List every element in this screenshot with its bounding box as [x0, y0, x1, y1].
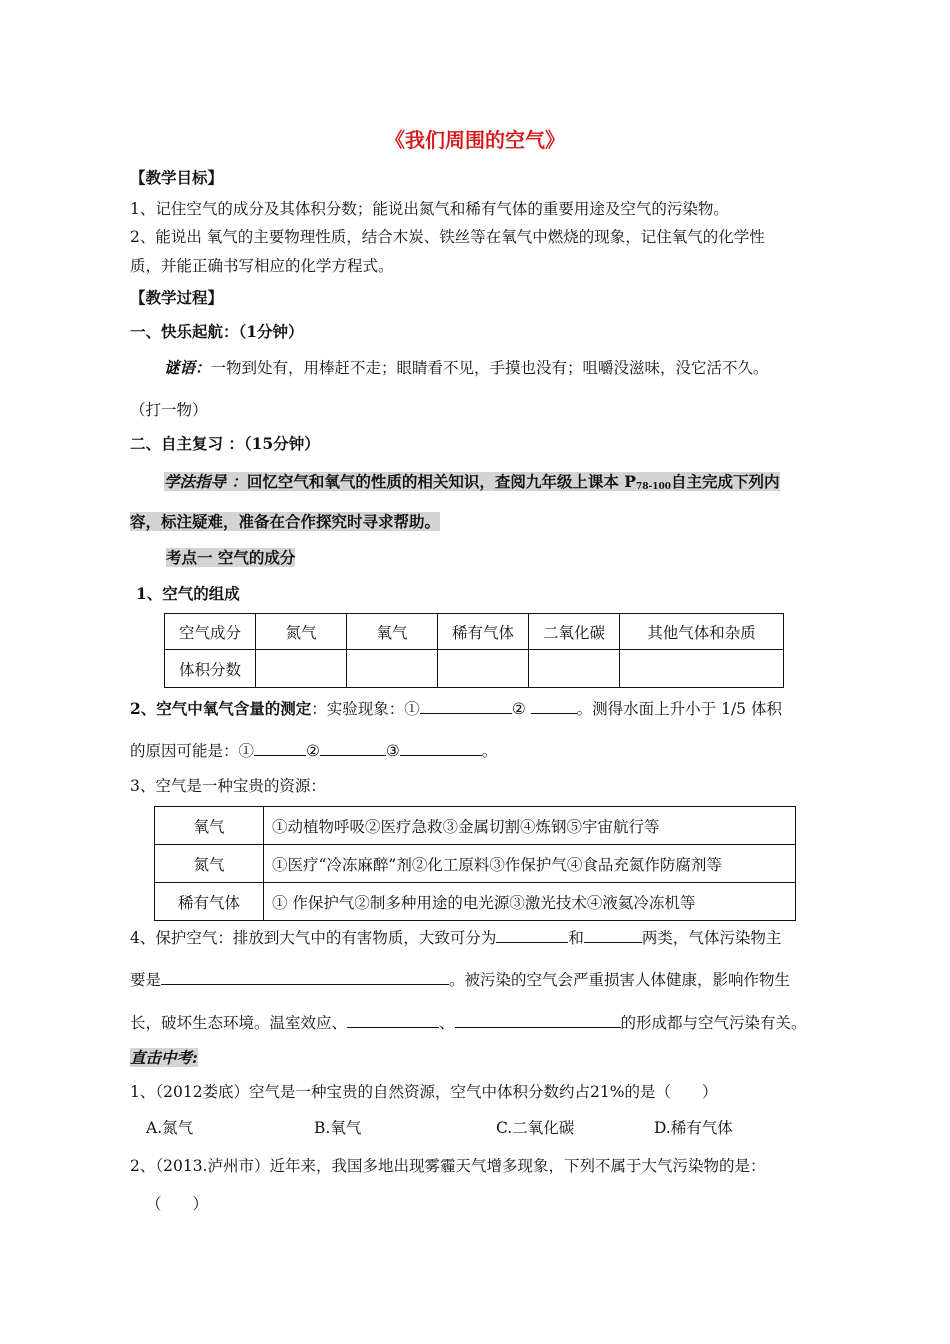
- section3-heading: 3、空气是一种宝贵的资源：: [130, 777, 326, 795]
- method-label: 学法指导 ：: [164, 472, 247, 491]
- gas-uses: ①动植物呼吸②医疗急救③金属切割④炼钢⑤宇宙航行等: [264, 807, 796, 845]
- section2-label: 2、空气中氧气含量的测定: [130, 699, 312, 718]
- gas-name: 氧气: [155, 807, 264, 845]
- riddle-label: 谜语：: [164, 358, 211, 377]
- gas-uses: ①医疗“冷冻麻醉”剂②化工原料③作保护气④食品充氮作防腐剂等: [264, 845, 796, 883]
- gas-uses: ① 作保护气②制多种用途的电光源③激光技术④液氦冷冻机等: [264, 883, 796, 921]
- answer-blank: [347, 1013, 439, 1028]
- process-heading: 【教学过程】: [130, 288, 224, 307]
- table-header: 其他气体和杂质: [620, 614, 784, 650]
- table-cell: [347, 650, 438, 688]
- air-resources-table: [154, 806, 796, 921]
- page-title: 《我们周围的空气》: [385, 128, 565, 152]
- q1-option-d: D.稀有气体: [654, 1119, 733, 1137]
- answer-blank: [455, 1013, 621, 1028]
- key-point-1: [166, 546, 295, 568]
- answer-blank: [320, 741, 386, 756]
- riddle-text: 一物到处有，用棒赶不走；眼睛看不见，手摸也没有；咀嚼没滋味，没它活不久。: [210, 359, 769, 377]
- section4-line-1: 4、保护空气：排放到大气中的有害物质，大致可分为 和 两类，气体污染物主: [130, 929, 782, 947]
- section4-line-2: 要是 。被污染的空气会严重损害人体健康，影响作物生: [130, 971, 791, 989]
- exam-question-2: 2、（2013.泸州市）近年来，我国多地出现雾霾天气增多现象，下列不属于大气污染物的是：: [130, 1157, 766, 1175]
- table-cell: [438, 650, 529, 688]
- table-header: 二氧化碳: [529, 614, 620, 650]
- part2-heading: 二、自主复习 ：（15分钟）: [130, 434, 320, 453]
- method-text-a: 回忆空气和氧气的性质的相关知识，查阅九年级上课本 P: [246, 472, 636, 491]
- q1-option-a: A.氮气: [146, 1119, 194, 1137]
- method-guide-line-2: [130, 510, 440, 532]
- goal-item-2-line-1: 2、能说出 氧气的主要物理性质，结合木炭、铁丝等在氧气中燃烧的现象，记住氧气的化学性: [130, 228, 765, 246]
- table-header: 空气成分: [165, 614, 256, 650]
- method-guide-line-1: [164, 470, 780, 492]
- method-text-b: 自主完成下列内: [671, 472, 780, 491]
- q1-option-c: C.二氧化碳: [496, 1119, 575, 1137]
- part1-heading: 一、快乐起航：（1分钟）: [130, 322, 304, 341]
- answer-blank: [161, 970, 449, 985]
- q2-answer-paren: （ ）: [146, 1195, 209, 1213]
- section2-line-2: 的原因可能是：① ② ③ 。: [130, 742, 498, 760]
- table-cell: [529, 650, 620, 688]
- q1-option-b: B.氧气: [314, 1119, 362, 1137]
- gas-name: 稀有气体: [155, 883, 264, 921]
- answer-blank: [496, 928, 568, 943]
- goals-heading: 【教学目标】: [130, 168, 224, 187]
- answer-blank: [400, 741, 482, 756]
- table-row-label: 体积分数: [165, 650, 256, 688]
- exam-question-1: 1、（2012娄底）空气是一种宝贵的自然资源，空气中体积分数约占21%的是（ ）: [130, 1083, 718, 1101]
- key-point-1-label: 考点一 空气的成分: [166, 548, 296, 567]
- section4-line-3: 长，破坏生态环境。温室效应、 、 的形成都与空气污染有关。: [130, 1014, 807, 1032]
- answer-blank: [531, 699, 577, 714]
- answer-blank: [584, 928, 642, 943]
- method-pages: 78-100: [635, 482, 672, 492]
- gas-name: 氮气: [155, 845, 264, 883]
- answer-blank: [254, 741, 306, 756]
- air-composition-table: [164, 613, 784, 688]
- exam-heading: 直击中考:: [130, 1048, 198, 1067]
- table-cell: [256, 650, 347, 688]
- section1-heading: 1、空气的组成: [136, 584, 240, 603]
- table-header: 氮气: [256, 614, 347, 650]
- method-text-c: 容，标注疑难，准备在合作探究时寻求帮助。: [130, 512, 441, 531]
- goal-item-1: 1、记住空气的成分及其体积分数；能说出氮气和稀有气体的重要用途及空气的污染物。: [130, 200, 729, 218]
- table-header: 稀有气体: [438, 614, 529, 650]
- riddle: [164, 356, 769, 378]
- answer-blank: [420, 699, 512, 714]
- section2-line-1: 2、空气中氧气含量的测定：实验现象：① ② 。测得水面上升小于 1/5 体积: [130, 699, 782, 718]
- table-cell: [620, 650, 784, 688]
- table-header: 氧气: [347, 614, 438, 650]
- riddle-hint: （打一物）: [130, 401, 208, 419]
- goal-item-2-line-2: 质，并能正确书写相应的化学方程式。: [130, 257, 394, 275]
